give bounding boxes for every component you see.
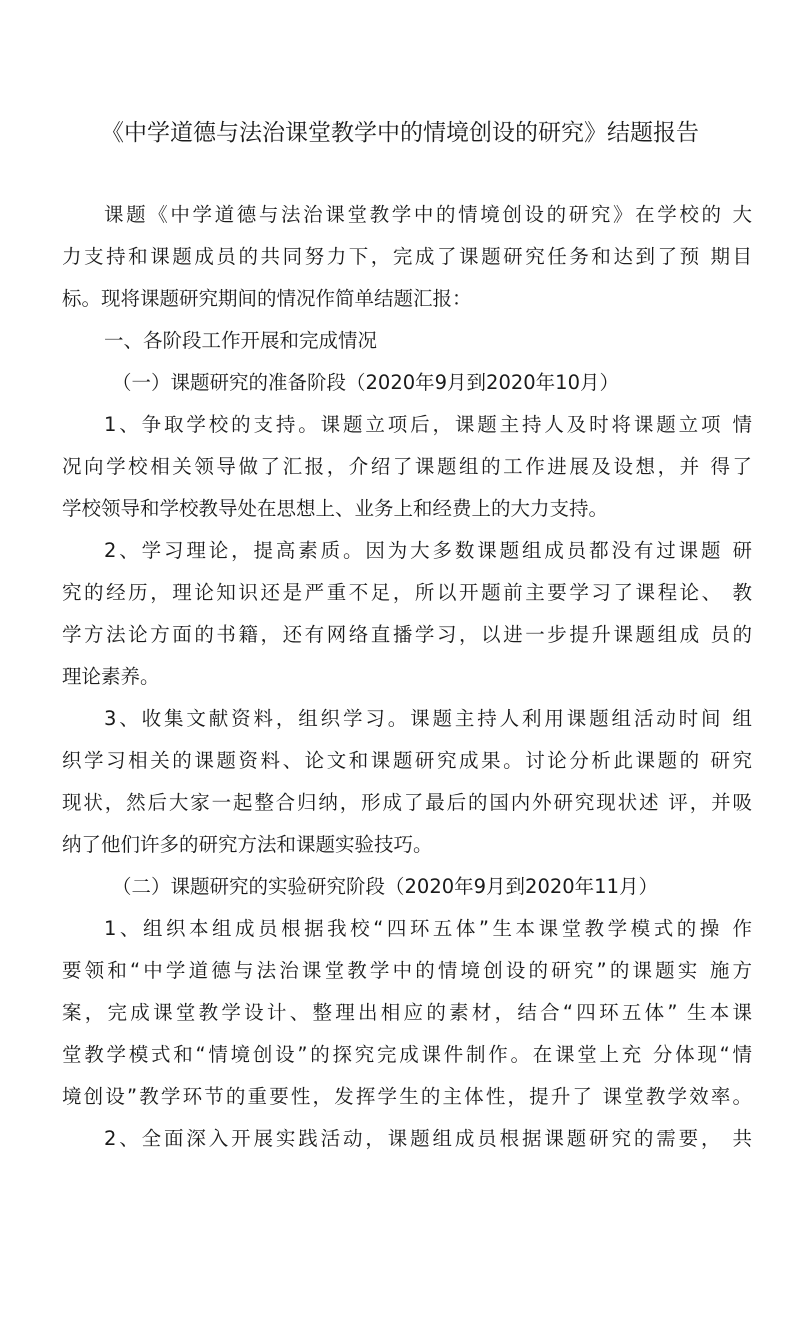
text-line: 纳了他们许多的研究方法和课题实验技巧。: [62, 833, 433, 856]
heading-subsection-1: [62, 362, 752, 404]
text-line: 一、各阶段工作开展和完成情况: [104, 329, 378, 352]
text-line: 力支持和课题成员的共同努力下，完成了课题研究任务和达到了预 期目: [62, 245, 752, 268]
text-line: 要领和“中学道德与法治课堂教学中的情境创设的研究”的课题实 施方: [62, 959, 752, 982]
text-line: 课题《中学道德与法治课堂教学中的情境创设的研究》在学校的 大: [104, 203, 752, 226]
text-line: 标。现将课题研究期间的情况作简单结题汇报：: [62, 287, 472, 310]
text-line: 2、学习理论，提高素质。因为大多数课题组成员都没有过课题 研: [104, 539, 752, 562]
report-body: [62, 194, 752, 1160]
text-line: 案，完成课堂教学设计、整理出相应的素材，结合“四环五体” 生本课: [62, 1001, 752, 1024]
text-line: 学方法论方面的书籍，还有网络直播学习，以进一步提升课题组成 员的: [62, 623, 752, 646]
paragraph-item-1-1: [62, 404, 752, 530]
text-line: 现状，然后大家一起整合归纳，形成了最后的国内外研究现状述 评，并吸: [62, 791, 752, 814]
report-title: 《中学道德与法治课堂教学中的情境创设的研究》结题报告: [101, 120, 699, 146]
heading-subsection-2: [62, 866, 752, 908]
heading-section-1: [62, 320, 752, 362]
text-line: 2、全面深入开展实践活动，课题组成员根据课题研究的需要， 共: [104, 1127, 752, 1150]
text-line: 1、争取学校的支持。课题立项后，课题主持人及时将课题立项 情: [104, 413, 752, 436]
text-line: 织学习相关的课题资料、论文和课题研究成果。讨论分析此课题的 研究: [62, 749, 752, 772]
text-line: （二）课题研究的实验研究阶段（2020年9月到2020年11月）: [112, 875, 658, 898]
text-line: 堂教学模式和“情境创设”的探究完成课件制作。在课堂上充 分体现“情: [62, 1043, 752, 1066]
text-line: 理论素养。: [62, 665, 160, 688]
paragraph-item-2-2: [62, 1118, 752, 1160]
text-line: （一）课题研究的准备阶段（2020年9月到2020年10月）: [112, 371, 619, 394]
paragraph-item-1-3: [62, 698, 752, 866]
text-line: 况向学校相关领导做了汇报，介绍了课题组的工作进展及设想，并 得了: [62, 455, 752, 478]
text-line: 学校领导和学校教导处在思想上、业务上和经费上的大力支持。: [62, 497, 609, 520]
paragraph-item-2-1: [62, 908, 752, 1118]
text-line: 3、收集文献资料，组织学习。课题主持人利用课题组活动时间 组: [104, 707, 752, 730]
text-line: 究的经历，理论知识还是严重不足，所以开题前主要学习了课程论、 教: [62, 581, 752, 604]
text-line: 境创设”教学环节的重要性，发挥学生的主体性，提升了 课堂教学效率。: [62, 1085, 752, 1108]
paragraph-item-1-2: [62, 530, 752, 698]
text-line: 1、组织本组成员根据我校“四环五体”生本课堂教学模式的操 作: [104, 917, 752, 940]
paragraph-intro: [62, 194, 752, 320]
